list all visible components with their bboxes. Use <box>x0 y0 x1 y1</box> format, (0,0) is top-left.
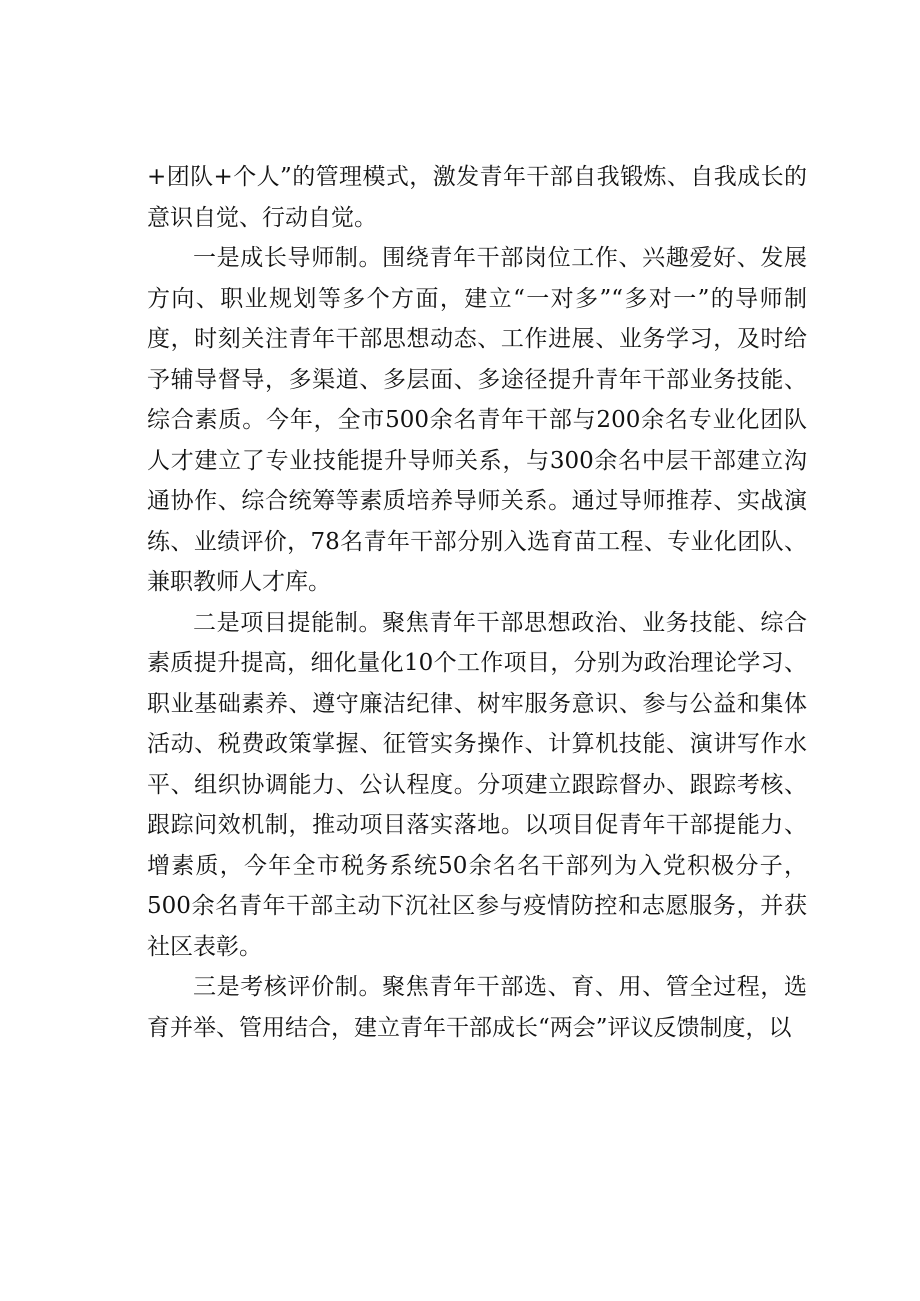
paragraph-evaluation-system: 三是考核评价制。聚焦青年干部选、育、用、管全过程，选育并举、管用结合，建立青年干部成长“两会”评议反馈制度，以 <box>147 974 807 1041</box>
body-text <box>147 157 807 1048</box>
paragraph-project-system: 二是项目提能制。聚焦青年干部思想政治、业务技能、综合素质提升提高，细化量化10个工作项目，分别为政治理论学习、职业基础素养、遵守廉洁纪律、树牢服务意识、参与公益和集体活动、税费政策掌握、征管实务操作、计算机技能、演讲写作水平、组织协调能力、公认程度。分项建立跟踪督办、跟踪考核、跟踪问效机制，推动项目落实落地。以项目促青年干部提能力、增素质，今年全市税务系统50余名名干部列为入党积极分子，500余名青年干部主动下沉社区参与疫情防控和志愿服务，并获社区表彰。 <box>147 609 807 960</box>
paragraph-mentor-system: 一是成长导师制。围绕青年干部岗位工作、兴趣爱好、发展方向、职业规划等多个方面，建立“一对多”“多对一”的导师制度，时刻关注青年干部思想动态、工作进展、业务学习，及时给予辅导督导，多渠道、多层面、多途径提升青年干部业务技能、综合素质。今年，全市500余名青年干部与200余名专业化团队人才建立了专业技能提升导师关系，与300余名中层干部建立沟通协作、综合统筹等素质培养导师关系。通过导师推荐、实战演练、业绩评价，78名青年干部分别入选育苗工程、专业化团队、兼职教师人才库。 <box>147 245 807 595</box>
paragraph-continuation: +团队+个人”的管理模式，激发青年干部自我锻炼、自我成长的意识自觉、行动自觉。 <box>147 164 807 231</box>
